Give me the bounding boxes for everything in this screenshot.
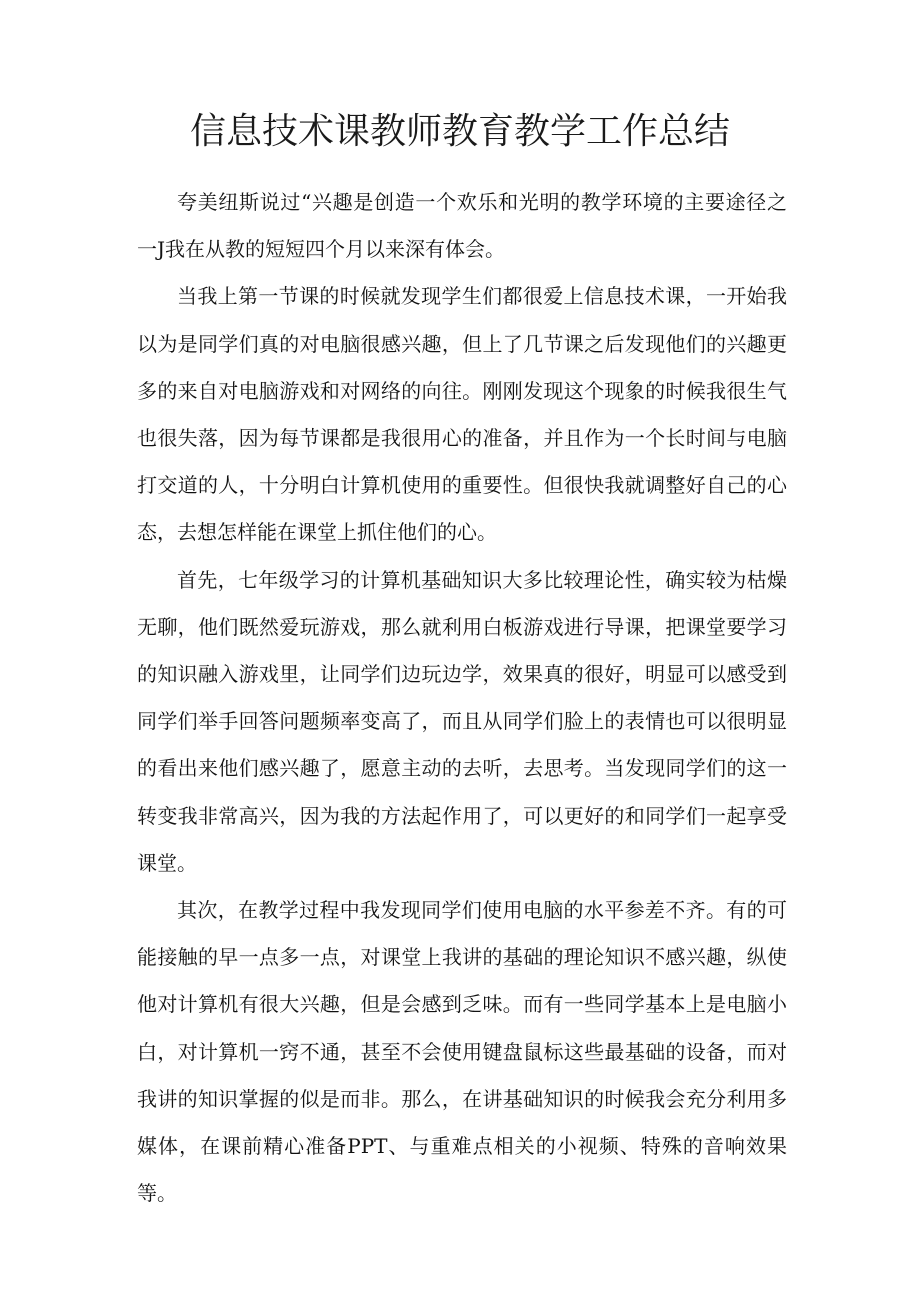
paragraph-2: 当我上第一节课的时候就发现学生们都很爱上信息技术课，一开始我以为是同学们真的对电脑很感兴趣，但上了几节课之后发现他们的兴趣更多的来自对电脑游戏和对网络的向往。刚刚发现这个现象的时候我很生气也很失落，因为每节课都是我很用心的准备，并且作为一个长时间与电脑打交道的人，十分明白计算机使用的重要性。但很快我就调整好自己的心态，去想怎样能在课堂上抓住他们的心。 xyxy=(137,284,787,545)
paragraph-3: 首先，七年级学习的计算机基础知识大多比较理论性，确实较为枯燥无聊，他们既然爱玩游戏，那么就利用白板游戏进行导课，把课堂要学习的知识融入游戏里，让同学们边玩边学，效果真的很好，明显可以感受到同学们举手回答问题频率变高了，而且从同学们脸上的表情也可以很明显的看出来他们感兴趣了，愿意主动的去听，去思考。当发现同学们的这一转变我非常高兴，因为我的方法起作用了，可以更好的和同学们一起享受课堂。 xyxy=(137,567,787,875)
paragraph-1: 夸美纽斯说过“兴趣是创造一个欢乐和光明的教学环境的主要途径之一J我在从教的短短四个月以来深有体会。 xyxy=(137,190,787,262)
document-title: 信息技术课教师教育教学工作总结 xyxy=(189,111,730,152)
paragraph-4: 其次，在教学过程中我发现同学们使用电脑的水平参差不齐。有的可能接触的早一点多一点，对课堂上我讲的基础的理论知识不感兴趣，纵使他对计算机有很大兴趣，但是会感到乏味。而有一些同学基本上是电脑小白，对计算机一窍不通，甚至不会使用键盘鼠标这些最基础的设备，而对我讲的知识掌握的似是而非。那么，在讲基础知识的时候我会充分利用多媒体，在课前精心准备PPT、与重难点相关的小视频、特殊的音响效果等。 xyxy=(137,898,787,1206)
document-body xyxy=(137,179,787,1217)
